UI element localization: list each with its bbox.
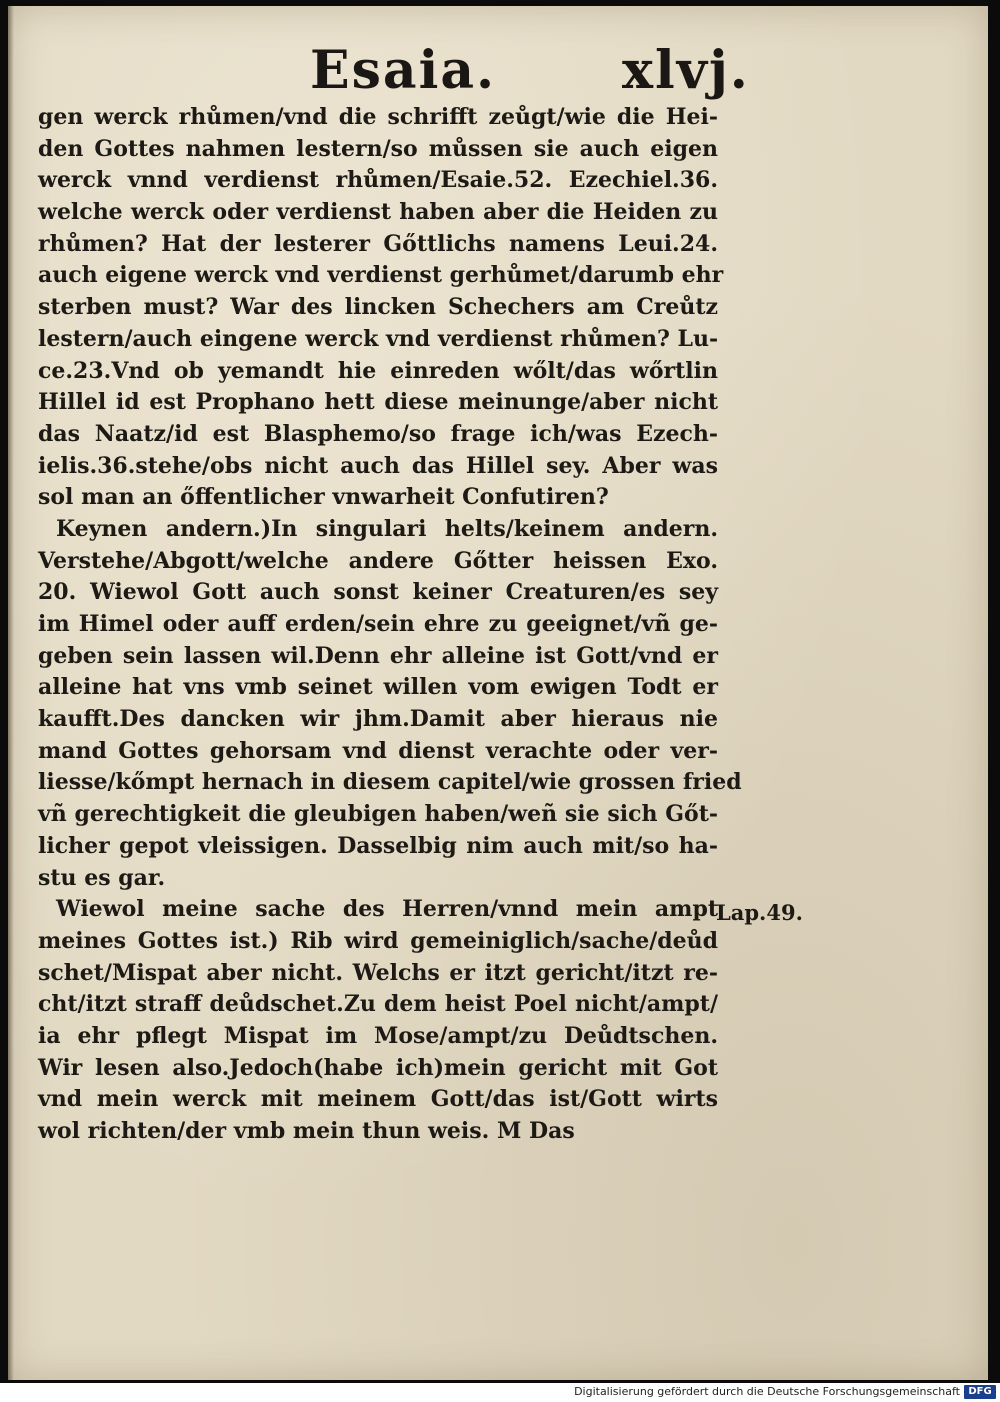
dfg-logo-icon: DFG bbox=[964, 1385, 996, 1399]
text-line: ce.23.Vnd ob yemandt hie einreden wőlt/das wőrtlin bbox=[38, 357, 718, 384]
text-line: auch eigene werck vnd verdienst gerhůmet/darumb ehr bbox=[38, 262, 724, 289]
text-line: das Naatz/id est Blasphemo/so frage ich/was Ezech- bbox=[38, 420, 718, 447]
marginal-chapter-note: Lap.49. bbox=[716, 900, 803, 925]
text-line: den Gottes nahmen lestern/so můssen sie auch eigen bbox=[38, 135, 718, 162]
text-line: sterben must? War des lincken Schechers am Creůtz bbox=[38, 294, 718, 321]
text-line: lestern/auch eingene werck vnd verdienst rhůmen? Lu- bbox=[38, 325, 719, 352]
funding-credit-text: Digitalisierung gefördert durch die Deutsche Forschungsgemeinschaft bbox=[574, 1385, 960, 1398]
text-line: cht/itzt straff deůdschet.Zu dem heist Poel nicht/ampt/ bbox=[38, 991, 718, 1018]
text-line: rhůmen? Hat der lesterer Gőttlichs namens Leui.24. bbox=[38, 230, 718, 257]
text-line: Hillel id est Prophano hett diese meinunge/aber nicht bbox=[38, 389, 718, 416]
text-line: welche werck oder verdienst haben aber die Heiden zu bbox=[38, 199, 718, 226]
text-line: ia ehr pflegt Mispat im Mose/ampt/zu Deůdtschen. bbox=[38, 1022, 718, 1049]
text-line: Wiewol meine sache des Herren/vnnd mein ampt bbox=[56, 896, 718, 923]
page-title: Esaia. bbox=[310, 40, 497, 101]
text-line: mand Gottes gehorsam vnd dienst verachte oder ver- bbox=[38, 737, 718, 764]
text-line: wol richten/der vmb mein thun weis. M Das bbox=[38, 1118, 575, 1144]
text-line: alleine hat vns vmb seinet willen vom ewigen Todt er bbox=[38, 674, 718, 701]
text-line: ielis.36.stehe/obs nicht auch das Hillel sey. Aber was bbox=[38, 452, 718, 479]
text-line: im Himel oder auff erden/sein ehre zu geeignet/vñ ge- bbox=[38, 611, 718, 637]
text-line: sol man an őffentlicher vnwarheit Confutiren? bbox=[38, 484, 609, 511]
text-line: geben sein lassen wil.Denn ehr alleine ist Gott/vnd er bbox=[38, 642, 718, 669]
text-line: 20. Wiewol Gott auch sonst keiner Creaturen/es sey bbox=[38, 579, 718, 606]
text-line: meines Gottes ist.) Rib wird gemeiniglich/sache/deůd bbox=[38, 927, 718, 954]
text-line: Verstehe/Abgott/welche andere Gőtter heissen Exo. bbox=[38, 547, 718, 574]
folio-number: xlvj. bbox=[622, 40, 750, 101]
text-line: werck vnnd verdienst rhůmen/Esaie.52. Ezechiel.36. bbox=[38, 167, 718, 194]
text-line: vñ gerechtigkeit die gleubigen haben/weñ sie sich Gőt- bbox=[38, 801, 718, 828]
text-line: liesse/kőmpt hernach in diesem capitel/wie grossen fried bbox=[38, 769, 742, 796]
running-head bbox=[8, 40, 988, 100]
book-page bbox=[8, 6, 988, 1380]
footer-credit bbox=[0, 1383, 1000, 1402]
body-text bbox=[38, 102, 742, 1148]
text-line: schet/Mispat aber nicht. Welchs er itzt gericht/itzt re- bbox=[38, 959, 718, 986]
page-edge-shadow bbox=[8, 6, 14, 1380]
text-line: gen werck rhůmen/vnd die schrifft zeůgt/wie die Hei- bbox=[38, 104, 718, 130]
text-line: licher gepot vleissigen. Dasselbig nim auch mit/so ha- bbox=[38, 832, 718, 859]
text-line: Keynen andern.)In singulari helts/keinem andern. bbox=[56, 515, 718, 542]
text-line: Wir lesen also.Jedoch(habe ich)mein gericht mit Got bbox=[38, 1054, 718, 1081]
text-line: kaufft.Des dancken wir jhm.Damit aber hieraus nie bbox=[38, 706, 718, 733]
text-line: vnd mein werck mit meinem Gott/das ist/Gott wirts bbox=[38, 1086, 718, 1113]
text-line: stu es gar. bbox=[38, 864, 166, 891]
